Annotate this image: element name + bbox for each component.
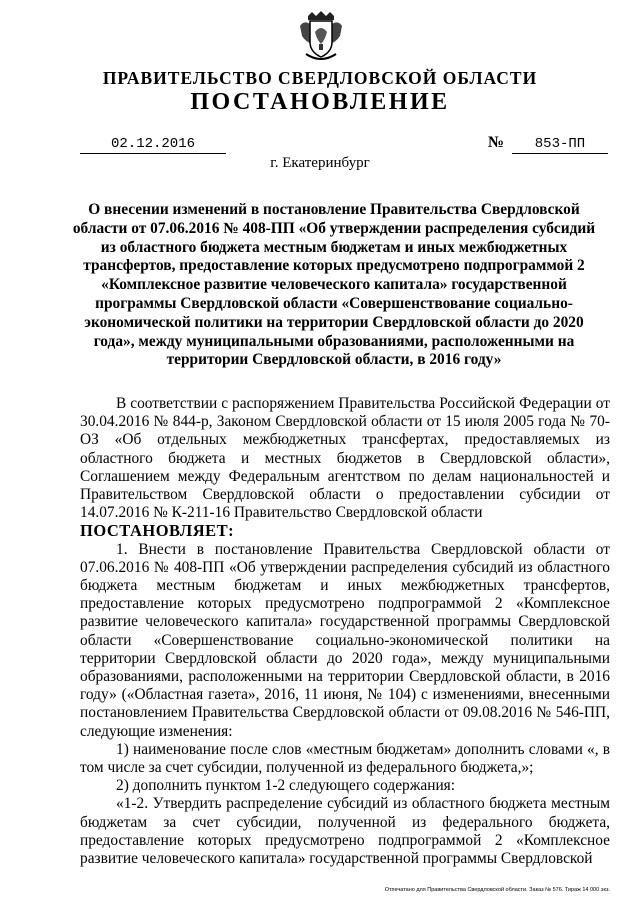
item-1: 1. Внести в постановление Правительства Свердловской области от 07.06.2016 № 408-ПП «Об утверждении распределения субсидий из областного бюджета местным бюджетам и иных межбюджетных трансфертов, предоставление которых предусмотрено подпрограммой 2 «Комплексное развитие человеческого капитала» государственной программы Свердловской области «Совершенствование социально-экономической политики на территории Свердловской области до 2020 года», между муниципальными образованиями, расположенными на территории Свердловской области, в 2016 году» («Областная газета», 2016, 11 июня, № 104) с изменениями, внесенными постановлением Правительства Свердловской области от 09.08.2016 № 546-ПП, следующие изменения: — [80, 540, 610, 740]
resolves-heading: ПОСТАНОВЛЯЕТ: — [80, 521, 235, 541]
city: г. Екатеринбург — [270, 155, 370, 171]
print-footer: Отпечатано для Правительства Свердловской области. Заказ № 576. Тираж 14 000 экз. — [384, 887, 610, 893]
government-name: ПРАВИТЕЛЬСТВО СВЕРДЛОВСКОЙ ОБЛАСТИ — [102, 68, 538, 88]
sub-item-1: 1) наименование после слов «местным бюджетам» дополнить словами «, в том числе за счет субсидии, полученной из федерального бюджета,»; — [80, 740, 610, 777]
decree-date: 02.12.2016 — [80, 136, 226, 154]
decree-number: 853-ПП — [512, 136, 608, 154]
decree-body — [80, 395, 610, 868]
preamble: В соответствии с распоряжением Правительства Российской Федерации от 30.04.2016 № 844-р, Законом Свердловской области от 15 июля 2005 года № 70-ОЗ «Об отдельных межбюджетных трансфертах, предоставляемых из областного бюджета и местных бюджетов в Свердловской области», Соглашением между Федеральным агентством по делам национальностей и Правительством Свердловской области о предоставлении субсидии от 14.07.2016 № К-211-16 Правительство Свердловской области — [80, 395, 610, 522]
decree-title: О внесении изменений в постановление Правительства Свердловской области от 07.06.2016 № 408-ПП «Об утверждении распределения субсидий из областного бюджета местным бюджетам и иных межбюджетных трансфертов, предоставление которых предусмотрено подпрограммой 2 «Комплексное развитие человеческого капитала» государственной программы Свердловской области «Совершенствование социально-экономической политики на территории Свердловской области до 2020 года», между муниципальными образованиями, расположенными на территории Свердловской области, в 2016 году» — [72, 201, 596, 369]
number-sign: № — [488, 134, 505, 151]
sub-item-2: 2) дополнить пунктом 1-2 следующего содержания: — [116, 777, 456, 795]
coat-of-arms-icon — [298, 10, 344, 64]
quoted-clause: «1-2. Утвердить распределение субсидий из областного бюджета местным бюджетам за счет субсидии, полученной из федерального бюджета, предоставление которых предусмотрено подпрограммой 2 «Комплексное развитие человеческого капитала» государственной программы Свердловской — [80, 795, 610, 868]
document-type: ПОСТАНОВЛЕНИЕ — [190, 89, 450, 115]
